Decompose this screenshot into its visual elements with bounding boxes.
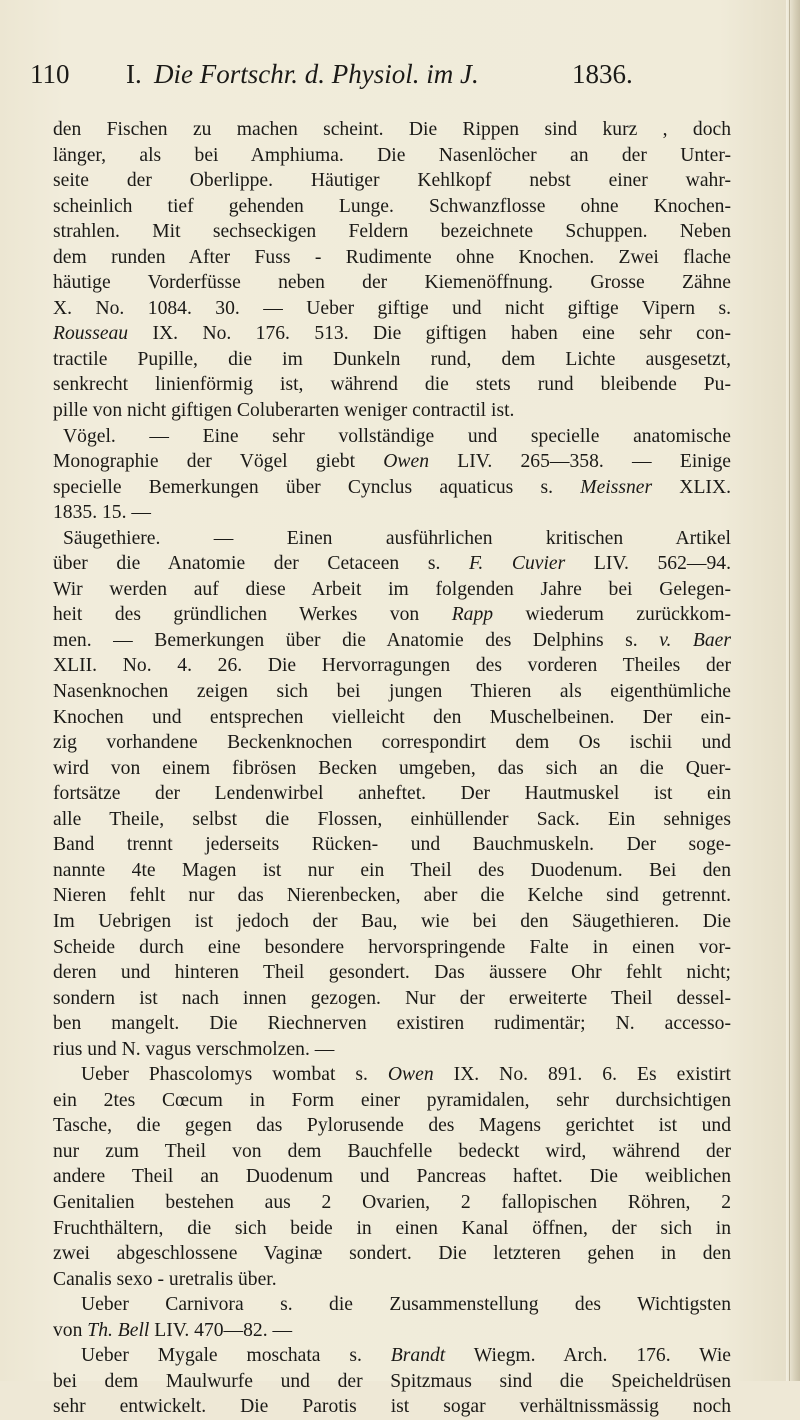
text-line: Knochen und entsprechen vielleicht den Muschelbeinen. Der ein-	[53, 706, 731, 728]
text-line: Genitalien bestehen aus 2 Ovarien, 2 fallopischen Röhren, 2	[53, 1191, 731, 1213]
text-line: heit des gründlichen Werkes von Rapp wiederum zurückkom-	[53, 604, 731, 626]
text-line: ein 2tes Cœcum in Form einer pyramidalen, sehr durchsichtigen	[53, 1089, 731, 1111]
text-line: deren und hinteren Theil gesondert. Das äussere Ohr fehlt nicht;	[53, 962, 731, 984]
text-line: men. — Bemerkungen über die Anatomie des Delphins s. v. Baer	[53, 629, 731, 651]
text-line: ben mangelt. Die Riechnerven existiren rudimentär; N. accesso-	[53, 1013, 731, 1035]
text-line: specielle Bemerkungen über Cynclus aquaticus s. Meissner XLIX.	[53, 476, 731, 498]
text-line: von Th. Bell LIV. 470—82. —	[53, 1319, 293, 1341]
text-line: den Fischen zu machen scheint. Die Rippen sind kurz , doch	[53, 119, 731, 140]
text-line: Fruchthältern, die sich beide in einen Kanal öffnen, der sich in	[53, 1217, 731, 1239]
text-line: länger, als bei Amphiuma. Die Nasenlöcher an der Unter-	[53, 144, 731, 166]
text-line: Ueber Carnivora s. die Zusammenstellung des Wichtigsten	[81, 1294, 731, 1316]
text-line: zig vorhandene Beckenknochen correspondirt dem Os ischii und	[53, 732, 731, 754]
text-line: nur zum Theil von dem Bauchfelle bedeckt wird, während der	[53, 1140, 731, 1162]
text-line: scheinlich tief gehenden Lunge. Schwanzflosse ohne Knochen-	[53, 195, 731, 217]
text-line: nannte 4te Magen ist nur ein Theil des Duodenum. Bei den	[53, 859, 731, 881]
text-line: zwei abgeschlossene Vaginæ sondert. Die letzteren gehen in den	[53, 1243, 731, 1265]
text-line: Ueber Phascolomys wombat s. Owen IX. No. 891. 6. Es existirt	[81, 1064, 731, 1086]
text-line: Ueber Mygale moschata s. Brandt Wiegm. Arch. 176. Wie	[81, 1345, 731, 1367]
text-line: XLII. No. 4. 26. Die Hervorragungen des vorderen Theiles der	[53, 655, 731, 677]
text-line: über die Anatomie der Cetaceen s. F. Cuvier LIV. 562—94.	[53, 553, 731, 575]
text-line: bei dem Maulwurfe und der Spitzmaus sind die Speicheldrüsen	[53, 1370, 731, 1392]
running-title: Die Fortschr. d. Physiol. im J.	[154, 59, 479, 89]
body-text	[53, 117, 731, 1420]
text-line: Nieren fehlt nur das Nierenbecken, aber die Kelche sind getrennt.	[53, 885, 731, 907]
text-line: tractile Pupille, die im Dunkeln rund, dem Lichte ausgesetzt,	[53, 348, 731, 370]
text-line: sehr entwickelt. Die Parotis ist sogar verhältnissmässig noch	[53, 1396, 731, 1418]
text-line: Canalis sexo - uretralis über.	[53, 1268, 277, 1290]
text-line: häutige Vorderfüsse neben der Kiemenöffnung. Grosse Zähne	[53, 272, 731, 294]
text-line: fortsätze der Lendenwirbel anheftet. Der Hautmuskel ist ein	[53, 783, 731, 805]
text-line: Tasche, die gegen das Pylorusende des Magens gerichtet ist und	[53, 1115, 731, 1137]
text-line: pille von nicht giftigen Coluberarten weniger contractil ist.	[53, 400, 515, 422]
section-number: I.	[126, 59, 142, 89]
text-line: Im Uebrigen ist jedoch der Bau, wie bei den Säugethieren. Die	[53, 910, 731, 932]
text-line: alle Theile, selbst die Flossen, einhüllender Sack. Ein sehniges	[53, 808, 731, 830]
text-line: Band trennt jederseits Rücken- und Bauchmuskeln. Der soge-	[53, 834, 731, 856]
text-line: 1835. 15. —	[53, 502, 151, 524]
text-line: Nasenknochen zeigen sich bei jungen Thieren als eigenthümliche	[53, 681, 731, 703]
text-line: sondern ist nach innen gezogen. Nur der erweiterte Theil dessel-	[53, 987, 731, 1009]
text-line: Säugethiere. — Einen ausführlichen kritischen Artikel	[63, 527, 731, 549]
text-line: strahlen. Mit sechseckigen Feldern bezeichnete Schuppen. Neben	[53, 221, 731, 243]
running-year: 1836.	[572, 59, 633, 89]
text-line: Scheide durch eine besondere hervorspringende Falte in einen vor-	[53, 936, 731, 958]
text-line: Monographie der Vögel giebt Owen LIV. 265—358. — Einige	[53, 451, 732, 473]
page-number: 110	[30, 59, 70, 89]
text-line: wird von einem fibrösen Becken umgeben, das sich an die Quer-	[53, 757, 731, 779]
text-line: andere Theil an Duodenum und Pancreas haftet. Die weiblichen	[53, 1166, 731, 1188]
running-header	[30, 56, 730, 92]
text-line: Vögel. — Eine sehr vollständige und specielle anatomische	[63, 425, 731, 447]
text-line: X. No. 1084. 30. — Ueber giftige und nicht giftige Vipern s.	[53, 297, 731, 319]
text-line: rius und N. vagus verschmolzen. —	[53, 1038, 335, 1060]
text-line: seite der Oberlippe. Häutiger Kehlkopf nebst einer wahr-	[53, 170, 731, 192]
text-line: dem runden After Fuss - Rudimente ohne Knochen. Zwei flache	[53, 246, 731, 268]
text-line: Wir werden auf diese Arbeit im folgenden Jahre bei Gelegen-	[53, 578, 731, 600]
text-line: senkrecht linienförmig ist, während die stets rund bleibende Pu-	[53, 374, 731, 396]
page-edge-line	[789, 0, 790, 1381]
text-line: Rousseau IX. No. 176. 513. Die giftigen haben eine sehr con-	[53, 323, 731, 345]
